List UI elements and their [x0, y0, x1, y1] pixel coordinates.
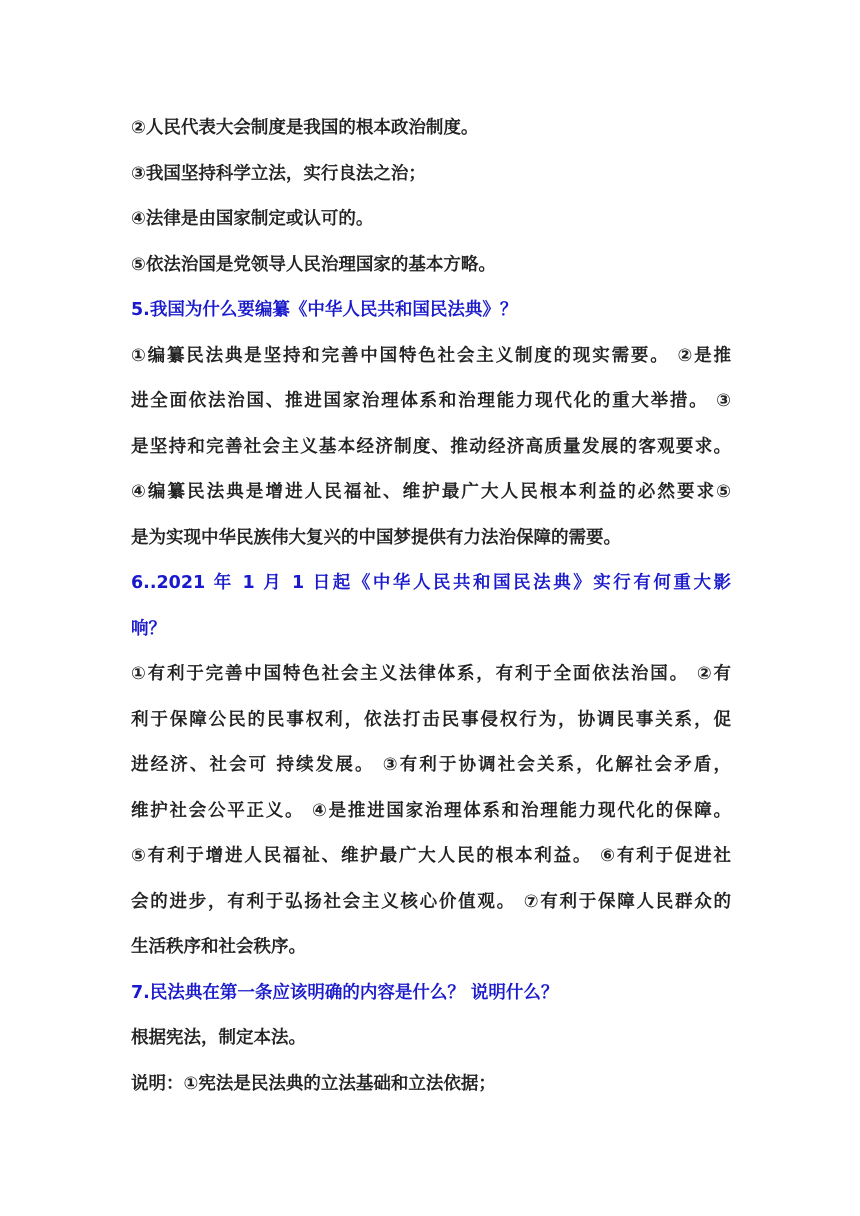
body-line: ③我国坚持科学立法，实行良法之治； [131, 163, 426, 184]
body-line: ④法律是由国家制定或认可的。 [131, 209, 374, 229]
body-line: 根据宪法，制定本法。 [131, 1028, 306, 1048]
body-line: 生活秩序和社会秩序。 [131, 937, 306, 957]
body-line: 利于保障公民的民事权利，依法打击民事侵权行为，协调民事关系，促 [131, 709, 731, 730]
question-heading-7: 7.民法典在第一条应该明确的内容是什么？ 说明什么？ [131, 982, 559, 1003]
question-heading-6: 6..2021 年 1 月 1 日起《中华人民共和国民法典》实行有何重大影 [131, 573, 731, 593]
body-line: ⑤依法治国是党领导人民治理国家的基本方略。 [131, 254, 496, 275]
body-line: 是为实现中华民族伟大复兴的中国梦提供有力法治保障的需要。 [131, 527, 621, 548]
body-line: ①编纂民法典是坚持和完善中国特色社会主义制度的现实需要。 ②是推 [131, 345, 731, 366]
body-line: ④编纂民法典是增进人民福祉、维护最广大人民根本利益的必然要求⑤ [131, 482, 731, 502]
body-line: ⑤有利于增进人民福祉、维护最广大人民的根本利益。 ⑥有利于促进社 [131, 846, 731, 866]
body-line: 会的进步，有利于弘扬社会主义核心价值观。 ⑦有利于保障人民群众的 [131, 891, 731, 912]
question-heading-6-continued: 响？ [131, 618, 166, 639]
body-line: 进经济、社会可 持续发展。 ③有利于协调社会关系，化解社会矛盾， [131, 755, 731, 775]
document-body [131, 113, 731, 1114]
body-line: ①有利于完善中国特色社会主义法律体系，有利于全面依法治国。 ②有 [131, 664, 731, 684]
body-line: 是坚持和完善社会主义基本经济制度、推动经济高质量发展的客观要求。 [131, 436, 731, 457]
question-heading-5: 5.我国为什么要编纂《中华人民共和国民法典》？ [131, 300, 518, 320]
body-line: 维护社会公平正义。 ④是推进国家治理体系和治理能力现代化的保障。 [131, 800, 731, 821]
body-line: ②人民代表大会制度是我国的根本政治制度。 [131, 118, 479, 138]
body-line: 进全面依法治国、推进国家治理体系和治理能力现代化的重大举措。 ③ [131, 391, 731, 411]
body-line: 说明：①宪法是民法典的立法基础和立法依据； [131, 1073, 496, 1094]
